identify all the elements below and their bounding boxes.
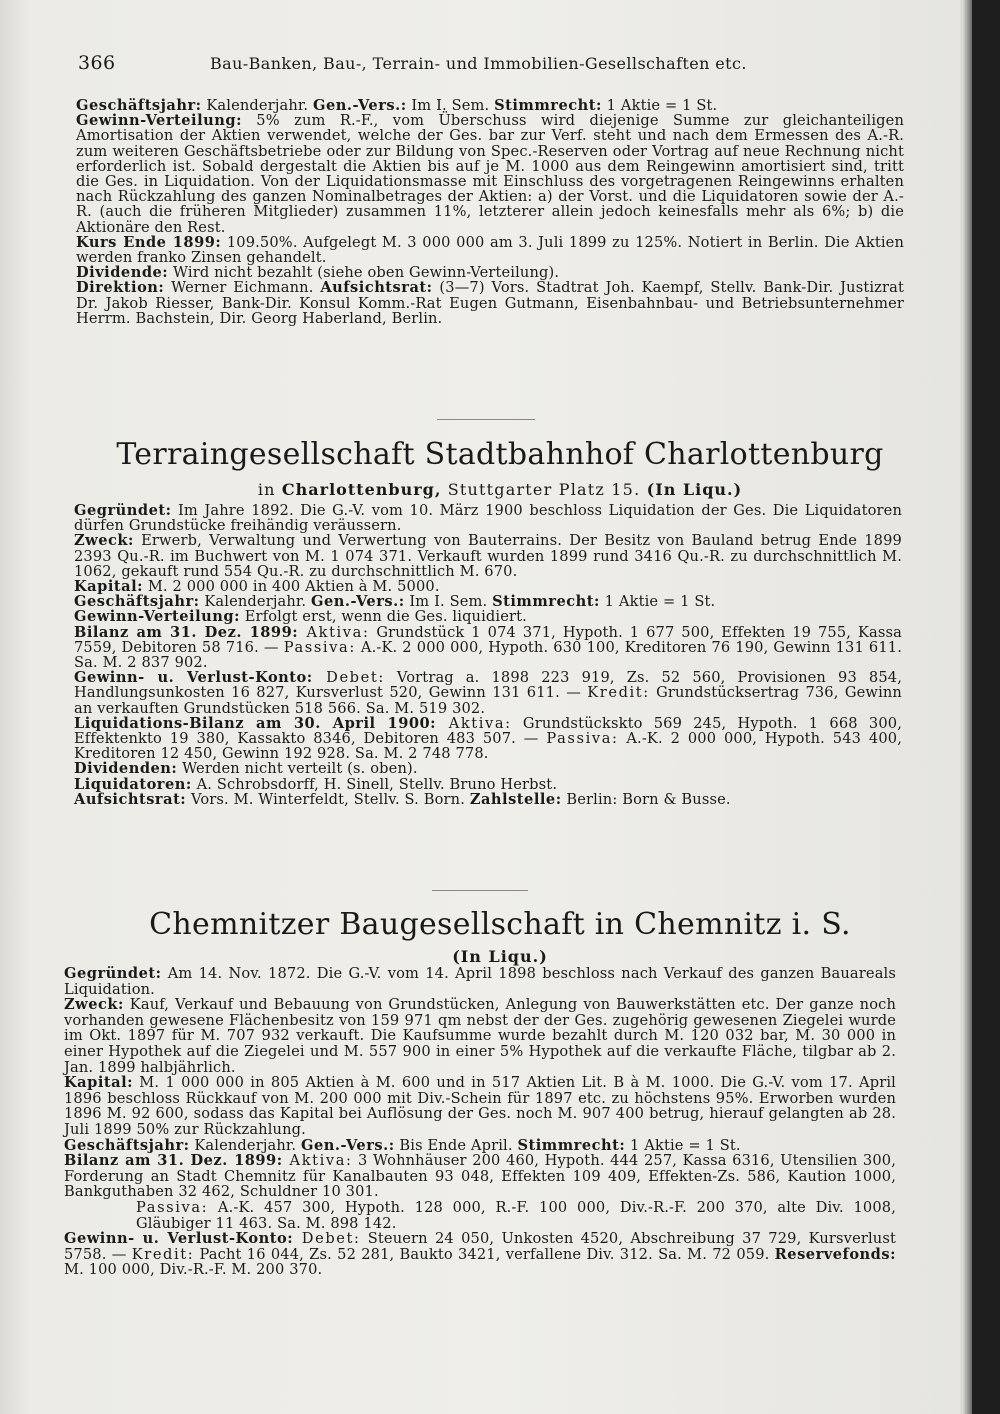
entry-gewinn-verteilung: Gewinn-Verteilung: Erfolgt erst, wenn die Ges. liquidiert. [74, 608, 527, 626]
entry-zweck: Zweck: Erwerb, Verwaltung und Verwertung von Bauterrains. Der Besitz von Bauland betrug Ende 1899 2393 Qu.-R. im Buchwert von M. 1 074 371. Verkauft wurden 1899 rund 3416 Qu.-R. zu durchschnittlich M. 1062, gekauft rund 554 Qu.-R. zu durchschnittlich M. 670. [74, 532, 902, 580]
entry-gewinn-verlust: Gewinn- u. Verlust-Konto: Debet: Vortrag a. 1898 223 919, Zs. 52 560, Provisionen 93 854, Handlungsunkosten 16 827, Kursverlust 520, Gewinn 131 611. — Kredit: Grundstücksertrag 736, Gewinn an verkauften Grundstücken 518 566. Sa. M. 519 302. [74, 669, 903, 717]
entry-zweck: Zweck: Kauf, Verkauf und Bebauung von Grundstücken, Anlegung von Bauwerkstätten etc. Der ganze noch vorhanden gewesene Flächenbesitz von 159 971 qm nebst der der Ges. zugehörig gewesenen Ziegelei wurde im Okt. 1897 für M. 707 932 verkauft. Die Kaufsumme wurde bezahlt durch M. 120 032 bar, M. 30 000 in einer Hypothek auf die Ziegelei und M. 557 900 in einer 5% Hypothek auf die verkaufte Fläche, tilgbar ab 2. Jan. 1899 halbjährlich. [64, 996, 896, 1076]
section-charlottenburg-body [74, 503, 902, 807]
entry-kapital: Kapital: M. 1 000 000 in 805 Aktien à M. 600 und in 517 Aktien Lit. B à M. 1000. Die G.-V. vom 17. April 1896 beschloss Rückkauf von M. 200 000 mit Div.-Schein für 1897 etc. zu höchstens 95%. Erworben wurden 1896 M. 92 600, sodass das Kapital bei Auflösung der Ges. noch M. 907 400 betrug, hierauf gelangten ab 28. Juli 1899 50% zur Rückzahlung. [64, 1074, 896, 1138]
entry-geschaeftsjahr: Geschäftsjahr: Kalenderjahr. Gen.-Vers.: Im I. Sem. Stimmrecht: 1 Aktie = 1 St. [74, 593, 716, 611]
page-number: 366 [78, 52, 116, 74]
entry-aufsichtsrat: Aufsichtsrat: Vors. M. Winterfeldt, Stellv. S. Born. Zahlstelle: Berlin: Born & Busse. [74, 790, 731, 808]
page-edge [972, 0, 1000, 1414]
entry-gewinn-verteilung: Gewinn-Verteilung: 5% zum R.-F., vom Überschuss wird diejenige Summe zur gleichanteiligen Amortisation der Aktien verwendet, welche der Ges. bar zur Verf. steht und nach dem Ermessen des A.-R. zum weiteren Geschäftsbetriebe oder zur Bildung von Spec.-Reserven oder Vortrag auf neue Rechnung nicht erforderlich ist. Sobald dergestalt die Aktien bis auf je M. 1000 aus dem Reingewinn amortisiert sind, tritt die Ges. in Liquidation. Von der Liquidationsmasse mit Einschluss des vorgetragenen Reingewinns erhalten nach Rückzahlung des ganzen Nominalbetrages der Aktien: a) der Vorst. und die Liquidatoren sowie der A.-R. (auch die früheren Mitglieder) zusammen 11%, letzterer allein jedoch keinesfalls mehr als 6%; b) die Aktionäre den Rest. [76, 112, 904, 236]
section-divider [437, 419, 535, 420]
section-continuation [76, 98, 904, 326]
header-title: Bau-Banken, Bau-, Terrain- und Immobilien-Gesellschaften etc. [210, 54, 747, 73]
entry-bilanz: Bilanz am 31. Dez. 1899: Aktiva: 3 Wohnhäuser 200 460, Hypoth. 444 257, Kassa 6316, Utensilien 300, Forderung an Stadt Chemnitz für Kanalbauten 93 048, Effekten 109 409, Effekten-Zs. 586, Kaution 1000, Bankguthaben 32 462, Schuldner 10 301. [64, 1152, 896, 1201]
entry-direktion: Direktion: Werner Eichmann. Aufsichtsrat: (3—7) Vors. Stadtrat Joh. Kaempf, Stellv. Bank-Dir. Justizrat Dr. Jakob Riesser, Bank-Dir. Konsul Komm.-Rat Eugen Gutmann, Eisenbahnbau- und Betriebsunternehmer Herrm. Bachstein, Dir. Georg Haberland, Berlin. [76, 279, 905, 327]
entry-passiva: Passiva: A.-K. 457 300, Hypoth. 128 000, R.-F. 100 000, Div.-R.-F. 200 370, alte Div. 1008, Gläubiger 11 463. Sa. M. 898 142. [136, 1198, 896, 1232]
section-divider [432, 890, 528, 891]
entry-liquidations-bilanz: Liquidations-Bilanz am 30. April 1900: Aktiva: Grundstückskto 569 245, Hypoth. 1 668 300, Effektenkto 19 380, Kassakto 8346, Debitoren 483 507. — Passiva: A.-K. 2 000 000, Hypoth. 543 400, Kreditoren 12 450, Gewinn 192 928. Sa. M. 2 748 778. [74, 714, 903, 763]
entry-geschaeftsjahr: Geschäftsjahr: Kalenderjahr. Gen.-Vers.: Im I. Sem. Stimmrecht: 1 Aktie = 1 St. [76, 97, 718, 114]
entry-gegruendet: Gegründet: Im Jahre 1892. Die G.-V. vom 10. März 1900 beschloss Liquidation der Ges. Die Liquidatoren dürfen Grundstücke freihändig veräussern. [74, 502, 902, 535]
page-edge-shadow [962, 0, 972, 1414]
company-title-charlottenburg: Terraingesellschaft Stadtbahnhof Charlottenburg [116, 437, 884, 472]
entry-geschaeftsjahr: Geschäftsjahr: Kalenderjahr. Gen.-Vers.: Bis Ende April. Stimmrecht: 1 Aktie = 1 St. [64, 1136, 741, 1154]
section-chemnitz-body [64, 966, 896, 1278]
entry-gewinn-verlust: Gewinn- u. Verlust-Konto: Debet: Steuern 24 050, Unkosten 4520, Abschreibung 37 729, Kursverlust 5758. — Kredit: Pacht 16 044, Zs. 52 281, Baukto 3421, verfallene Div. 312. Sa. M. 72 059. Reservefonds: M. 100 000, Div.-R.-F. M. 200 370. [64, 1230, 896, 1279]
entry-dividende: Dividende: Wird nicht bezahlt (siehe oben Gewinn-Verteilung). [76, 264, 560, 282]
entry-kurs: Kurs Ende 1899: 109.50%. Aufgelegt M. 3 000 000 am 3. Juli 1899 zu 125%. Notiert in Berlin. Die Aktien werden franko Zinsen gehandelt. [76, 233, 904, 267]
company-title-chemnitz: Chemnitzer Baugesellschaft in Chemnitz i. S. [149, 907, 851, 942]
entry-dividenden: Dividenden: Werden nicht verteilt (s. oben). [74, 760, 418, 778]
company-subtitle: in Charlottenburg, Stuttgarter Platz 15. (In Liqu.) [257, 480, 743, 499]
entry-bilanz: Bilanz am 31. Dez. 1899: Aktiva: Grundstück 1 074 371, Hypoth. 1 677 500, Effekten 19 755, Kassa 7559, Debitoren 58 716. — Passiva: A.-K. 2 000 000, Hypoth. 630 100, Kreditoren 76 190, Gewinn 131 611. Sa. M. 2 837 902. [74, 623, 903, 672]
company-status: (In Liqu.) [452, 947, 548, 966]
entry-liquidatoren: Liquidatoren: A. Schrobsdorff, H. Sinell, Stellv. Bruno Herbst. [74, 775, 558, 793]
entry-gegruendet: Gegründet: Am 14. Nov. 1872. Die G.-V. vom 14. April 1898 beschloss nach Verkauf des ganzen Bauareals Liquidation. [64, 965, 896, 998]
entry-kapital: Kapital: M. 2 000 000 in 400 Aktien à M. 5000. [74, 578, 440, 596]
